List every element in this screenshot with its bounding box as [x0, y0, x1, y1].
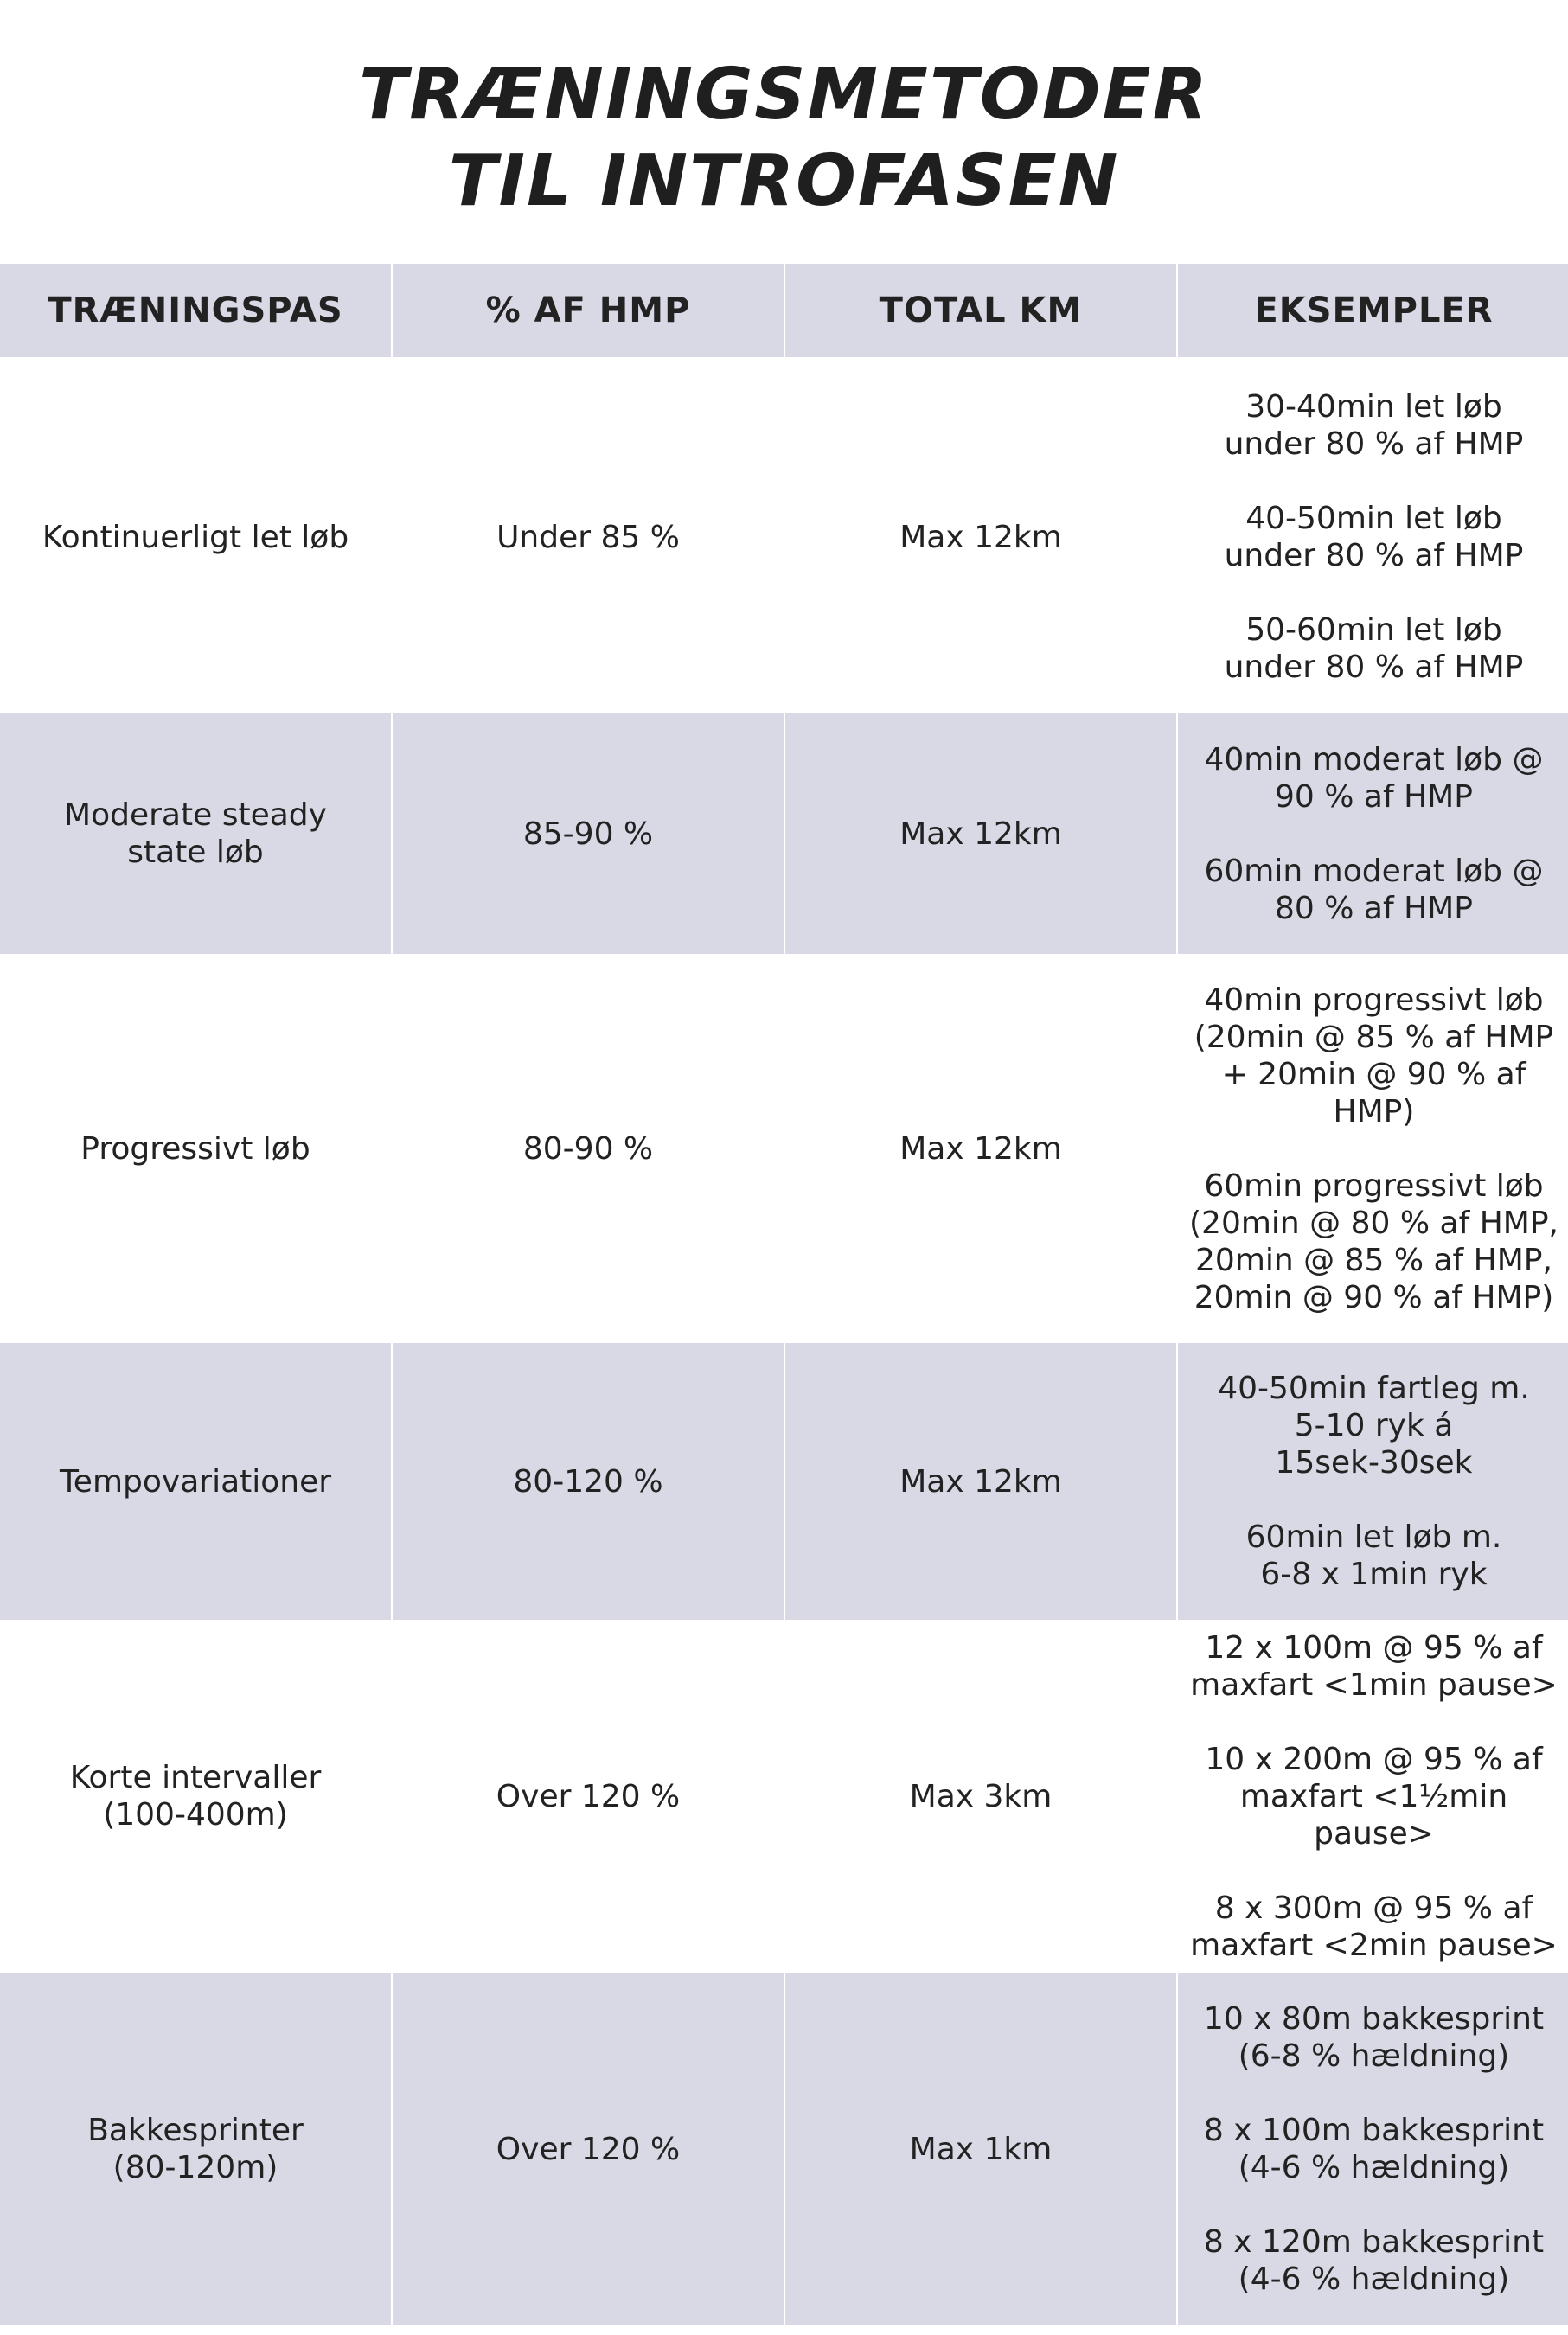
training-table	[0, 264, 1568, 2325]
example-text: 12 x 100m @ 95 % af maxfart <1min pause>	[1190, 1629, 1558, 1703]
row-1-session: Kontinuerligt let løb	[0, 361, 391, 713]
row-1-examples	[1178, 361, 1568, 713]
row-6-examples	[1178, 1973, 1568, 2325]
row-2-km: Max 12km	[785, 713, 1176, 954]
row-4-hmp: 80-120 %	[393, 1343, 784, 1620]
row-4-session: Tempovariationer	[0, 1343, 391, 1620]
header-hmp: % AF HMP	[393, 264, 784, 357]
example-text: 40-50min fartleg m. 5-10 ryk á 15sek-30sek	[1218, 1371, 1530, 1481]
row-6-km: Max 1km	[785, 1973, 1176, 2325]
row-5-examples	[1178, 1620, 1568, 1973]
row-3-session: Progressivt løb	[0, 954, 391, 1343]
row-6-hmp: Over 120 %	[393, 1973, 784, 2325]
row-5-session: Korte intervaller (100-400m)	[0, 1620, 391, 1973]
row-3-examples	[1178, 954, 1568, 1343]
title-line-2: TIL INTROFASEN	[448, 140, 1120, 222]
header-traeningspas: TRÆNINGSPAS	[0, 264, 391, 357]
row-4-km: Max 12km	[785, 1343, 1176, 1620]
example-text: 30-40min let løb under 80 % af HMP	[1224, 389, 1524, 462]
header-total-km: TOTAL KM	[785, 264, 1176, 357]
row-1-km: Max 12km	[785, 361, 1176, 713]
row-4-examples	[1178, 1343, 1568, 1620]
row-3-hmp: 80-90 %	[393, 954, 784, 1343]
row-2-session: Moderate steady state løb	[0, 713, 391, 954]
row-6-session: Bakkesprinter (80-120m)	[0, 1973, 391, 2325]
title-line-1: TRÆNINGSMETODER	[359, 54, 1209, 136]
row-2-hmp: 85-90 %	[393, 713, 784, 954]
example-text: 40-50min let løb under 80 % af HMP	[1224, 501, 1524, 573]
example-text: 10 x 80m bakkesprint (6-8 % hældning)	[1203, 2001, 1545, 2074]
header-eksempler: EKSEMPLER	[1178, 264, 1568, 357]
example-text: 8 x 100m bakkesprint (4-6 % hældning)	[1203, 2113, 1545, 2185]
example-text: 60min let løb m. 6-8 x 1min ryk	[1245, 1519, 1502, 1592]
row-5-km: Max 3km	[785, 1620, 1176, 1973]
row-2-examples	[1178, 713, 1568, 954]
example-text: 60min moderat løb @ 80 % af HMP	[1204, 853, 1544, 926]
row-3-km: Max 12km	[785, 954, 1176, 1343]
example-text: 60min progressivt løb (20min @ 80 % af HMP, 20min @ 85 % af HMP, 20min @ 90 % af HMP)	[1189, 1168, 1558, 1315]
example-text: 8 x 300m @ 95 % af maxfart <2min pause>	[1190, 1890, 1558, 1963]
row-5-hmp: Over 120 %	[393, 1620, 784, 1973]
example-text: 10 x 200m @ 95 % af maxfart <1½min pause>	[1205, 1741, 1543, 1852]
example-text: 50-60min let løb under 80 % af HMP	[1224, 612, 1524, 685]
row-1-hmp: Under 85 %	[393, 361, 784, 713]
example-text: 8 x 120m bakkesprint (4-6 % hældning)	[1203, 2224, 1545, 2297]
example-text: 40min moderat løb @ 90 % af HMP	[1204, 741, 1544, 815]
page-title	[0, 52, 1568, 225]
example-text: 40min progressivt løb (20min @ 85 % af HMP + 20min @ 90 % af HMP)	[1194, 982, 1554, 1129]
